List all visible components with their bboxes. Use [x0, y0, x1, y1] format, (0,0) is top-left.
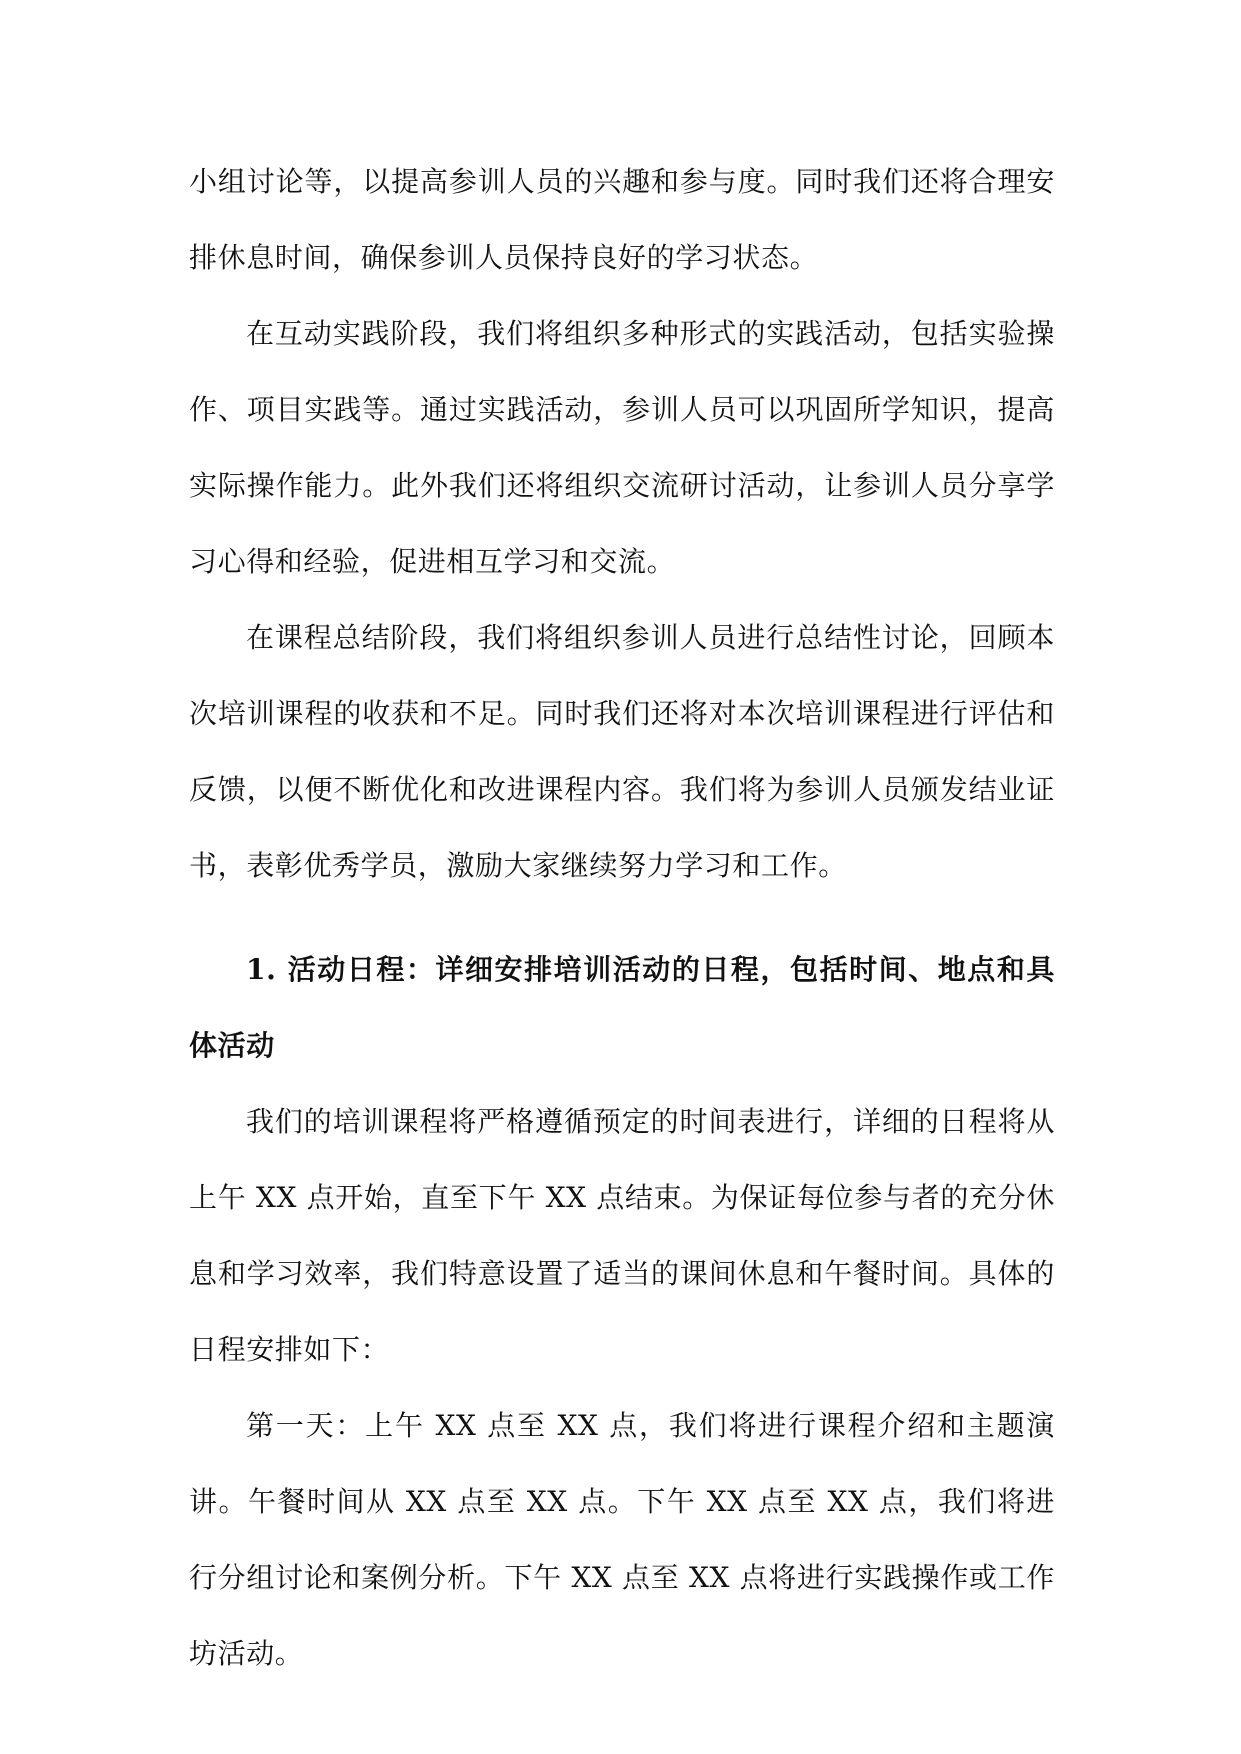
paragraph-interactive-practice: 在互动实践阶段，我们将组织多种形式的实践活动，包括实验操作、项目实践等。通过实践活动，参训人员可以巩固所学知识，提高实际操作能力。此外我们还将组织交流研讨活动，让参训人员分享学习心得和经验，促进相互学习和交流。 — [189, 317, 1055, 578]
section-heading: 1. 活动日程：详细安排培训活动的日程，包括时间、地点和具体活动 — [189, 953, 1055, 1062]
paragraph-day-one: 第一天：上午 XX 点至 XX 点，我们将进行课程介绍和主题演讲。午餐时间从 XX 点至 XX 点。下午 XX 点至 XX 点，我们将进行分组讨论和案例分析。下午 XX 点至 XX 点将进行实践操作或工作坊活动。 — [189, 1409, 1055, 1670]
document-body — [189, 144, 1055, 1692]
paragraph-continued: 小组讨论等，以提高参训人员的兴趣和参与度。同时我们还将合理安排休息时间，确保参训人员保持良好的学习状态。 — [189, 165, 1055, 274]
paragraph-schedule-intro: 我们的培训课程将严格遵循预定的时间表进行，详细的日程将从上午 XX 点开始，直至下午 XX 点结束。为保证每位参与者的充分休息和学习效率，我们特意设置了适当的课间休息和午餐时间。具体的日程安排如下： — [189, 1105, 1055, 1366]
paragraph-course-summary: 在课程总结阶段，我们将组织参训人员进行总结性讨论，回顾本次培训课程的收获和不足。同时我们还将对本次培训课程进行评估和反馈，以便不断优化和改进课程内容。我们将为参训人员颁发结业证书，表彰优秀学员，激励大家继续努力学习和工作。 — [189, 621, 1055, 882]
